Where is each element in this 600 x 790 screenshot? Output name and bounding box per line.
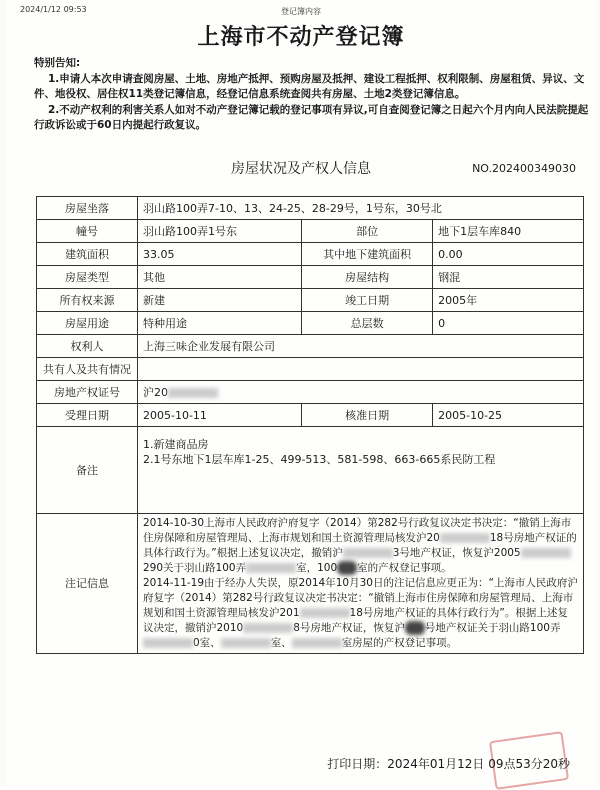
note-line-1: 1.新建商品房	[143, 438, 209, 451]
print-date: 打印日期：2024年01月12日 09点53分20秒	[327, 757, 570, 771]
table-row	[37, 381, 584, 404]
owner-label: 权利人	[37, 335, 138, 358]
co-owner-value	[138, 358, 584, 381]
source-value: 新建	[138, 289, 302, 312]
redaction	[143, 638, 193, 648]
header-label: 登记簿内容	[281, 7, 321, 16]
table-row	[37, 220, 584, 243]
reg-text: 18号房地产权证的具体行政行为。”根据上述复议决定，撤销沪	[143, 532, 577, 559]
table-row	[37, 514, 584, 654]
reg-text: 290关于羽山路100弄	[143, 562, 247, 574]
table-row	[37, 197, 584, 220]
type-value: 其他	[138, 266, 302, 289]
redaction	[343, 548, 393, 558]
underground-area-label: 其中地下建筑面积	[302, 243, 433, 266]
table-row	[37, 335, 584, 358]
use-value: 特种用途	[138, 312, 302, 335]
table-row	[37, 243, 584, 266]
table-row	[37, 312, 584, 335]
table-row	[37, 266, 584, 289]
table-row	[37, 289, 584, 312]
property-info-table	[36, 196, 584, 654]
location-label: 房屋坐落	[37, 197, 138, 220]
notice-item-1: 1.申请人本次申请查阅房屋、土地、房地产抵押、预购房屋及抵押、建设工程抵押、权利限制、房屋租赁、异议、文件、地役权、居住权11类登记簿信息，经登记信息系统查阅共有房屋、土地2类登记簿信息。	[34, 72, 585, 100]
document-title: 上海市不动产登记簿	[197, 25, 405, 50]
area-label: 建筑面积	[37, 243, 138, 266]
accept-date-value: 2005-10-11	[138, 404, 302, 427]
reg-text: 2014-10-30上海市人民政府沪府复字（2014）第282号行政复议决定书决定：“撤销上海市住房保障和房屋管理局、上海市规划和国土资源管理局核发沪20	[143, 517, 572, 544]
reg-text: 3号地产权证，恢复沪2005	[392, 547, 521, 559]
accept-date-label: 受理日期	[37, 404, 138, 427]
redaction	[243, 623, 293, 633]
owner-value: 上海三味企业发展有限公司	[138, 335, 584, 358]
redaction	[246, 563, 296, 573]
redaction	[440, 533, 490, 543]
reg-text: 室，100	[296, 562, 338, 574]
underground-area-value: 0.00	[433, 243, 584, 266]
building-value: 羽山路100弄1号东	[138, 220, 302, 243]
area-value: 33.05	[138, 243, 302, 266]
approve-date-value: 2005-10-25	[433, 404, 584, 427]
part-value: 地下1层车库840	[433, 220, 584, 243]
reg-text: 2014-11-19由于经办人失误，原2014年10月30日的注记信息应更正为：“上海市人民政府沪府复字（2014）第282号行政复议决定书决定：“撤销上海市住房保障和房屋管理局、上海市规划和国土资源管理局核发沪201	[143, 577, 578, 619]
redaction	[221, 638, 271, 648]
cert-label: 房地产权证号	[37, 381, 138, 404]
reg-text: 8号房地产权证，恢复沪	[293, 622, 405, 634]
redaction	[521, 548, 571, 558]
reg-text: 室的产权登记事项。	[357, 562, 452, 574]
completion-label: 竣工日期	[302, 289, 433, 312]
type-label: 房屋类型	[37, 266, 138, 289]
special-notice	[34, 56, 589, 134]
floors-value: 0	[433, 312, 584, 335]
registration-note-label: 注记信息	[37, 514, 138, 654]
co-owner-label: 共有人及共有情况	[37, 358, 138, 381]
notice-heading: 特别告知:	[34, 57, 81, 69]
completion-value: 2005年	[433, 289, 584, 312]
table-row	[37, 358, 584, 381]
section-subtitle: 房屋状况及产权人信息	[231, 161, 371, 177]
redaction	[300, 608, 350, 618]
reg-text: 0室、	[193, 637, 221, 649]
reg-text: 室、	[270, 637, 292, 649]
approve-date-label: 核准日期	[302, 404, 433, 427]
note-label: 备注	[37, 427, 138, 514]
note-line-2: 2.1号东地下1层车库1-25、499-513、581-598、663-665系民防工程	[143, 453, 496, 466]
redaction	[292, 638, 342, 648]
reg-text: 18号房地产权证的具体行政行为”。根据上述复议决定，撤销沪2010	[143, 607, 568, 634]
document-number: NO.202400349030	[472, 162, 576, 175]
cert-value: 沪20	[143, 385, 168, 399]
registration-note-cell	[138, 514, 584, 654]
document-sheet	[6, 0, 596, 786]
redaction	[405, 621, 425, 635]
building-label: 幢号	[37, 220, 138, 243]
table-row	[37, 404, 584, 427]
part-label: 部位	[302, 220, 433, 243]
print-timestamp: 2024/1/12 09:53	[20, 5, 87, 14]
cert-cell	[138, 381, 584, 404]
redaction	[168, 388, 218, 398]
notice-item-2: 2.不动产权利的利害关系人如对不动产登记簿记载的登记事项有异议,可自查阅登记簿之日起六个月内向人民法院提起行政诉讼或于60日内提起行政复议。	[34, 103, 589, 131]
location-value: 羽山路100弄7-10、13、24-25、28-29号，1号东，30号北	[138, 197, 584, 220]
table-row	[37, 427, 584, 514]
reg-text: 号地产权证关于羽山路100弄	[424, 622, 561, 634]
redaction	[337, 561, 357, 575]
use-label: 房屋用途	[37, 312, 138, 335]
floors-label: 总层数	[302, 312, 433, 335]
structure-value: 钢混	[433, 266, 584, 289]
reg-text: 室房屋的产权登记事项。	[341, 637, 458, 649]
source-label: 所有权来源	[37, 289, 138, 312]
structure-label: 房屋结构	[302, 266, 433, 289]
note-cell	[138, 427, 584, 514]
